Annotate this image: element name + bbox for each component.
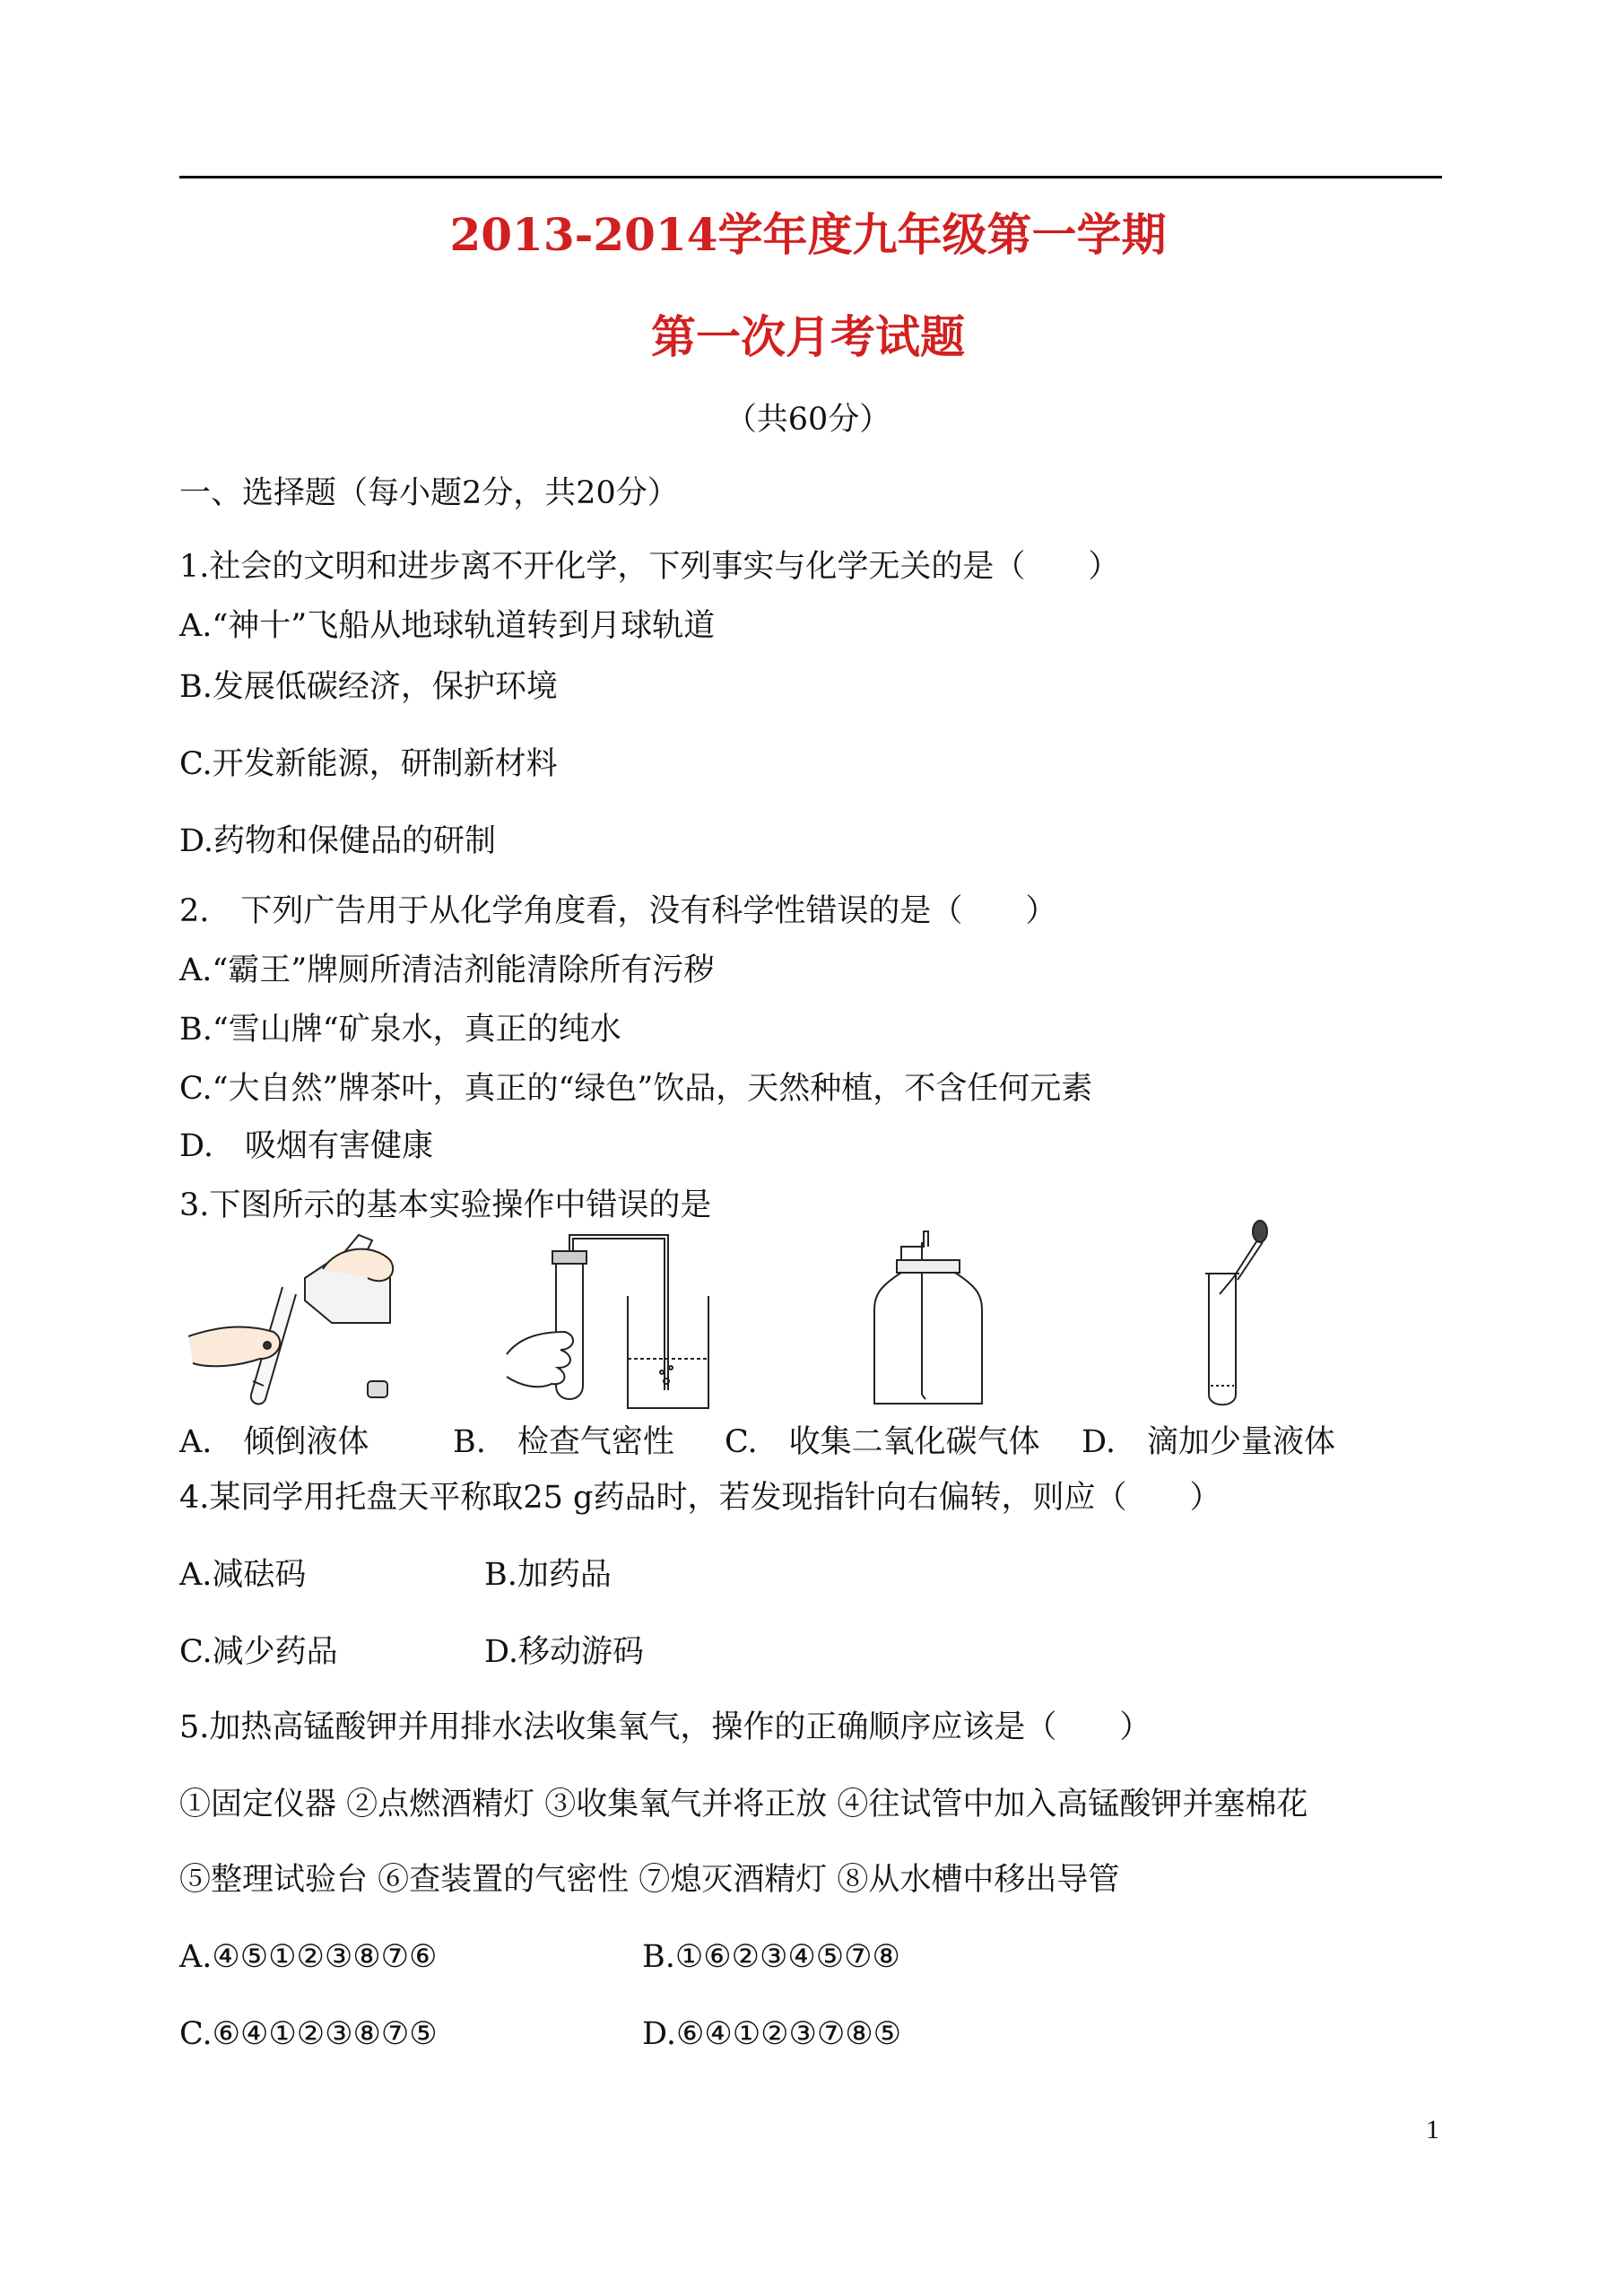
q5-option-c: C.⑥④①②③⑧⑦⑤	[179, 2016, 438, 2052]
q4-option-d: D.移动游码	[484, 1634, 644, 1670]
page-number: 1	[1426, 2115, 1439, 2144]
q5-option-a: A.④⑤①②③⑧⑦⑥	[179, 1939, 438, 1975]
q2-option-b: B.“雪山牌“矿泉水，真正的纯水	[179, 1012, 621, 1048]
q4-stem: 4.某同学用托盘天平称取25 g药品时，若发现指针向右偏转，则应（ ）	[179, 1480, 1221, 1516]
q1-option-c: C.开发新能源，研制新材料	[179, 746, 558, 782]
airtightness-check-figure	[502, 1224, 717, 1413]
q3-caption-a: A. 倾倒液体	[179, 1424, 369, 1460]
q5-stem: 5.加热高锰酸钾并用排水法收集氧气，操作的正确顺序应该是（ ）	[179, 1709, 1151, 1745]
q3-caption-c: C. 收集二氧化碳气体	[725, 1424, 1040, 1460]
q5-steps-line1: ①固定仪器 ②点燃酒精灯 ③收集氧气并将正放 ④往试管中加入高锰酸钾并塞棉花	[179, 1787, 1308, 1822]
q2-option-d: D. 吸烟有害健康	[179, 1128, 433, 1164]
q1-option-a: A.“神十”飞船从地球轨道转到月球轨道	[179, 608, 716, 644]
q2-stem: 2. 下列广告用于从化学角度看，没有科学性错误的是（ ）	[179, 893, 1057, 929]
dropper-figure	[1184, 1215, 1291, 1413]
header-rule	[179, 176, 1442, 178]
q1-option-d: D.药物和保健品的研制	[179, 823, 496, 859]
exam-title: 2013-2014学年度九年级第一学期	[449, 208, 1167, 261]
q4-option-b: B.加药品	[484, 1557, 612, 1593]
q3-caption-d: D. 滴加少量液体	[1082, 1424, 1335, 1460]
q1-option-b: B.发展低碳经济，保护环境	[179, 669, 558, 705]
q3-stem: 3.下图所示的基本实验操作中错误的是	[179, 1187, 712, 1223]
q5-option-d: D.⑥④①②③⑦⑧⑤	[642, 2016, 901, 2052]
q4-option-c: C.减少药品	[179, 1634, 338, 1670]
total-score: （共60分）	[725, 402, 891, 438]
section-heading: 一、选择题（每小题2分，共20分）	[179, 475, 679, 511]
collect-co2-figure	[861, 1224, 995, 1413]
exam-subtitle: 第一次月考试题	[651, 310, 965, 363]
q2-option-c: C.“大自然”牌茶叶，真正的“绿色”饮品，天然种植，不含任何元素	[179, 1071, 1093, 1107]
q3-caption-b: B. 检查气密性	[453, 1424, 674, 1460]
pouring-liquid-figure	[188, 1224, 413, 1413]
q1-stem: 1.社会的文明和进步离不开化学，下列事实与化学无关的是（ ）	[179, 549, 1120, 585]
q2-option-a: A.“霸王”牌厕所清洁剂能清除所有污秽	[179, 952, 716, 988]
q5-option-b: B.①⑥②③④⑤⑦⑧	[642, 1939, 900, 1975]
q5-steps-line2: ⑤整理试验台 ⑥查装置的气密性 ⑦熄灭酒精灯 ⑧从水槽中移出导管	[179, 1862, 1120, 1898]
q4-option-a: A.减砝码	[179, 1557, 307, 1593]
